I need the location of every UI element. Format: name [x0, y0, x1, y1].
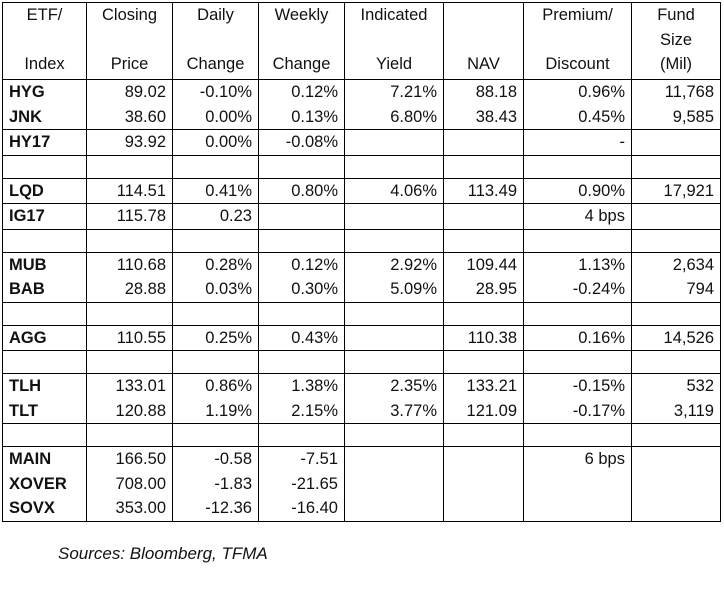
spacer-row	[3, 424, 721, 447]
value-cell: -16.40	[259, 496, 345, 521]
empty-cell	[345, 424, 444, 447]
column-header-line: (Mil)	[659, 55, 693, 73]
column-header-line: Change	[186, 55, 245, 73]
value-cell: 0.03%	[173, 277, 259, 302]
column-header-line: Indicated	[360, 6, 428, 24]
value-cell: 110.38	[444, 325, 524, 351]
value-cell: 0.30%	[259, 277, 345, 302]
etf-table	[2, 2, 721, 522]
empty-cell	[259, 229, 345, 252]
value-cell: 1.19%	[173, 399, 259, 424]
empty-cell	[524, 302, 632, 325]
empty-cell	[3, 424, 87, 447]
empty-cell	[345, 155, 444, 178]
value-cell: 38.60	[87, 105, 173, 130]
table-row	[3, 80, 721, 105]
value-cell: 0.16%	[524, 325, 632, 351]
value-cell: 166.50	[87, 447, 173, 472]
value-cell: 0.28%	[173, 252, 259, 277]
ticker-cell: MUB	[3, 252, 87, 277]
value-cell: 6 bps	[524, 447, 632, 472]
value-cell: -0.24%	[524, 277, 632, 302]
value-cell	[444, 204, 524, 230]
empty-cell	[173, 229, 259, 252]
empty-cell	[259, 424, 345, 447]
column-header	[259, 3, 345, 80]
empty-cell	[524, 424, 632, 447]
value-cell: 17,921	[632, 178, 721, 204]
ticker-cell: LQD	[3, 178, 87, 204]
column-header-line	[347, 28, 441, 53]
value-cell: 794	[632, 277, 721, 302]
column-header-line	[175, 28, 256, 53]
value-cell: 0.90%	[524, 178, 632, 204]
column-header-line: NAV	[467, 55, 500, 73]
value-cell: -0.10%	[173, 80, 259, 105]
table-row	[3, 105, 721, 130]
column-header	[524, 3, 632, 80]
column-header-line	[261, 28, 342, 53]
column-header-line: Daily	[197, 6, 234, 24]
table-row	[3, 178, 721, 204]
value-cell	[259, 204, 345, 230]
value-cell: 120.88	[87, 399, 173, 424]
empty-cell	[87, 155, 173, 178]
value-cell: 4 bps	[524, 204, 632, 230]
value-cell: 133.01	[87, 374, 173, 399]
value-cell: -0.58	[173, 447, 259, 472]
empty-cell	[87, 302, 173, 325]
empty-cell	[259, 302, 345, 325]
value-cell	[632, 447, 721, 472]
value-cell: 121.09	[444, 399, 524, 424]
empty-cell	[3, 155, 87, 178]
empty-cell	[259, 351, 345, 374]
empty-cell	[632, 155, 721, 178]
empty-cell	[524, 155, 632, 178]
value-cell: 88.18	[444, 80, 524, 105]
value-cell: 14,526	[632, 325, 721, 351]
value-cell	[632, 496, 721, 521]
value-cell	[632, 204, 721, 230]
ticker-cell: IG17	[3, 204, 87, 230]
value-cell: 0.43%	[259, 325, 345, 351]
empty-cell	[173, 155, 259, 178]
value-cell: -0.08%	[259, 130, 345, 156]
value-cell	[524, 472, 632, 497]
ticker-cell: SOVX	[3, 496, 87, 521]
value-cell: 109.44	[444, 252, 524, 277]
column-header	[3, 3, 87, 80]
column-header-line: Premium/	[542, 6, 613, 24]
value-cell: 6.80%	[345, 105, 444, 130]
empty-cell	[87, 351, 173, 374]
value-cell: 3,119	[632, 399, 721, 424]
value-cell	[345, 204, 444, 230]
column-header-line: Closing	[101, 6, 158, 24]
value-cell: 1.38%	[259, 374, 345, 399]
column-header	[173, 3, 259, 80]
empty-cell	[632, 229, 721, 252]
ticker-cell: TLH	[3, 374, 87, 399]
empty-cell	[3, 302, 87, 325]
value-cell	[345, 472, 444, 497]
empty-cell	[444, 351, 524, 374]
value-cell: 133.21	[444, 374, 524, 399]
value-cell: 89.02	[87, 80, 173, 105]
value-cell: 110.68	[87, 252, 173, 277]
empty-cell	[173, 302, 259, 325]
value-cell: 708.00	[87, 472, 173, 497]
value-cell: 114.51	[87, 178, 173, 204]
ticker-cell: TLT	[3, 399, 87, 424]
column-header-line: Weekly	[274, 6, 329, 24]
value-cell: 110.55	[87, 325, 173, 351]
header-row	[3, 3, 721, 80]
column-header-line: Price	[110, 55, 149, 73]
value-cell: 2.35%	[345, 374, 444, 399]
spacer-row	[3, 302, 721, 325]
column-header-line: Discount	[545, 55, 610, 73]
empty-cell	[444, 424, 524, 447]
empty-cell	[345, 229, 444, 252]
value-cell: 93.92	[87, 130, 173, 156]
value-cell: 2.92%	[345, 252, 444, 277]
value-cell: -0.15%	[524, 374, 632, 399]
column-header	[632, 3, 721, 80]
value-cell: 113.49	[444, 178, 524, 204]
value-cell	[444, 472, 524, 497]
value-cell: 9,585	[632, 105, 721, 130]
table-body	[3, 80, 721, 522]
column-header-line: Change	[272, 55, 331, 73]
empty-cell	[87, 229, 173, 252]
column-header	[345, 3, 444, 80]
ticker-cell: JNK	[3, 105, 87, 130]
column-header-line: Size	[659, 30, 693, 49]
value-cell: 5.09%	[345, 277, 444, 302]
empty-cell	[345, 302, 444, 325]
empty-cell	[524, 229, 632, 252]
value-cell	[524, 496, 632, 521]
value-cell	[444, 130, 524, 156]
column-header-line	[446, 3, 521, 28]
value-cell	[444, 496, 524, 521]
value-cell: 0.86%	[173, 374, 259, 399]
empty-cell	[345, 351, 444, 374]
column-header-line	[5, 28, 84, 53]
value-cell: 0.41%	[173, 178, 259, 204]
value-cell: 115.78	[87, 204, 173, 230]
value-cell	[345, 325, 444, 351]
column-header-line: ETF/	[26, 6, 63, 24]
value-cell: 28.95	[444, 277, 524, 302]
value-cell: -1.83	[173, 472, 259, 497]
value-cell: 0.00%	[173, 130, 259, 156]
value-cell	[632, 472, 721, 497]
value-cell: 1.13%	[524, 252, 632, 277]
value-cell: 0.25%	[173, 325, 259, 351]
table-row	[3, 447, 721, 472]
empty-cell	[444, 155, 524, 178]
value-cell	[632, 130, 721, 156]
empty-cell	[444, 302, 524, 325]
column-header-line	[526, 28, 629, 53]
value-cell	[345, 447, 444, 472]
ticker-cell: BAB	[3, 277, 87, 302]
value-cell: -7.51	[259, 447, 345, 472]
column-header	[87, 3, 173, 80]
value-cell: 38.43	[444, 105, 524, 130]
value-cell: 7.21%	[345, 80, 444, 105]
value-cell: 2,634	[632, 252, 721, 277]
value-cell	[444, 447, 524, 472]
ticker-cell: HY17	[3, 130, 87, 156]
value-cell: 28.88	[87, 277, 173, 302]
empty-cell	[632, 302, 721, 325]
value-cell: 0.00%	[173, 105, 259, 130]
spacer-row	[3, 351, 721, 374]
ticker-cell: MAIN	[3, 447, 87, 472]
value-cell: 0.12%	[259, 80, 345, 105]
table-row	[3, 130, 721, 156]
ticker-cell: XOVER	[3, 472, 87, 497]
value-cell	[345, 130, 444, 156]
value-cell	[345, 496, 444, 521]
column-header-line: Fund	[657, 6, 695, 24]
table-row	[3, 399, 721, 424]
column-header-line: Yield	[375, 55, 413, 73]
value-cell: 0.23	[173, 204, 259, 230]
value-cell: 0.13%	[259, 105, 345, 130]
empty-cell	[524, 351, 632, 374]
value-cell: -21.65	[259, 472, 345, 497]
value-cell: 2.15%	[259, 399, 345, 424]
empty-cell	[259, 155, 345, 178]
empty-cell	[632, 424, 721, 447]
table-row	[3, 374, 721, 399]
spacer-row	[3, 155, 721, 178]
value-cell: 353.00	[87, 496, 173, 521]
empty-cell	[444, 229, 524, 252]
value-cell: 532	[632, 374, 721, 399]
value-cell: 0.45%	[524, 105, 632, 130]
value-cell: -12.36	[173, 496, 259, 521]
column-header-line: Index	[24, 55, 65, 73]
empty-cell	[173, 351, 259, 374]
value-cell: 0.12%	[259, 252, 345, 277]
empty-cell	[87, 424, 173, 447]
value-cell: -0.17%	[524, 399, 632, 424]
value-cell: 0.80%	[259, 178, 345, 204]
value-cell: 0.96%	[524, 80, 632, 105]
empty-cell	[173, 424, 259, 447]
empty-cell	[3, 229, 87, 252]
ticker-cell: AGG	[3, 325, 87, 351]
column-header-line	[446, 28, 521, 53]
empty-cell	[632, 351, 721, 374]
table-row	[3, 277, 721, 302]
value-cell: 3.77%	[345, 399, 444, 424]
value-cell: 4.06%	[345, 178, 444, 204]
source-note: Sources: Bloomberg, TFMA	[58, 544, 268, 563]
empty-cell	[3, 351, 87, 374]
spacer-row	[3, 229, 721, 252]
table-row	[3, 204, 721, 230]
table-row	[3, 496, 721, 521]
table-row	[3, 252, 721, 277]
value-cell: 11,768	[632, 80, 721, 105]
column-header-line	[89, 28, 170, 53]
column-header	[444, 3, 524, 80]
table-row	[3, 325, 721, 351]
value-cell: -	[524, 130, 632, 156]
ticker-cell: HYG	[3, 80, 87, 105]
table-row	[3, 472, 721, 497]
